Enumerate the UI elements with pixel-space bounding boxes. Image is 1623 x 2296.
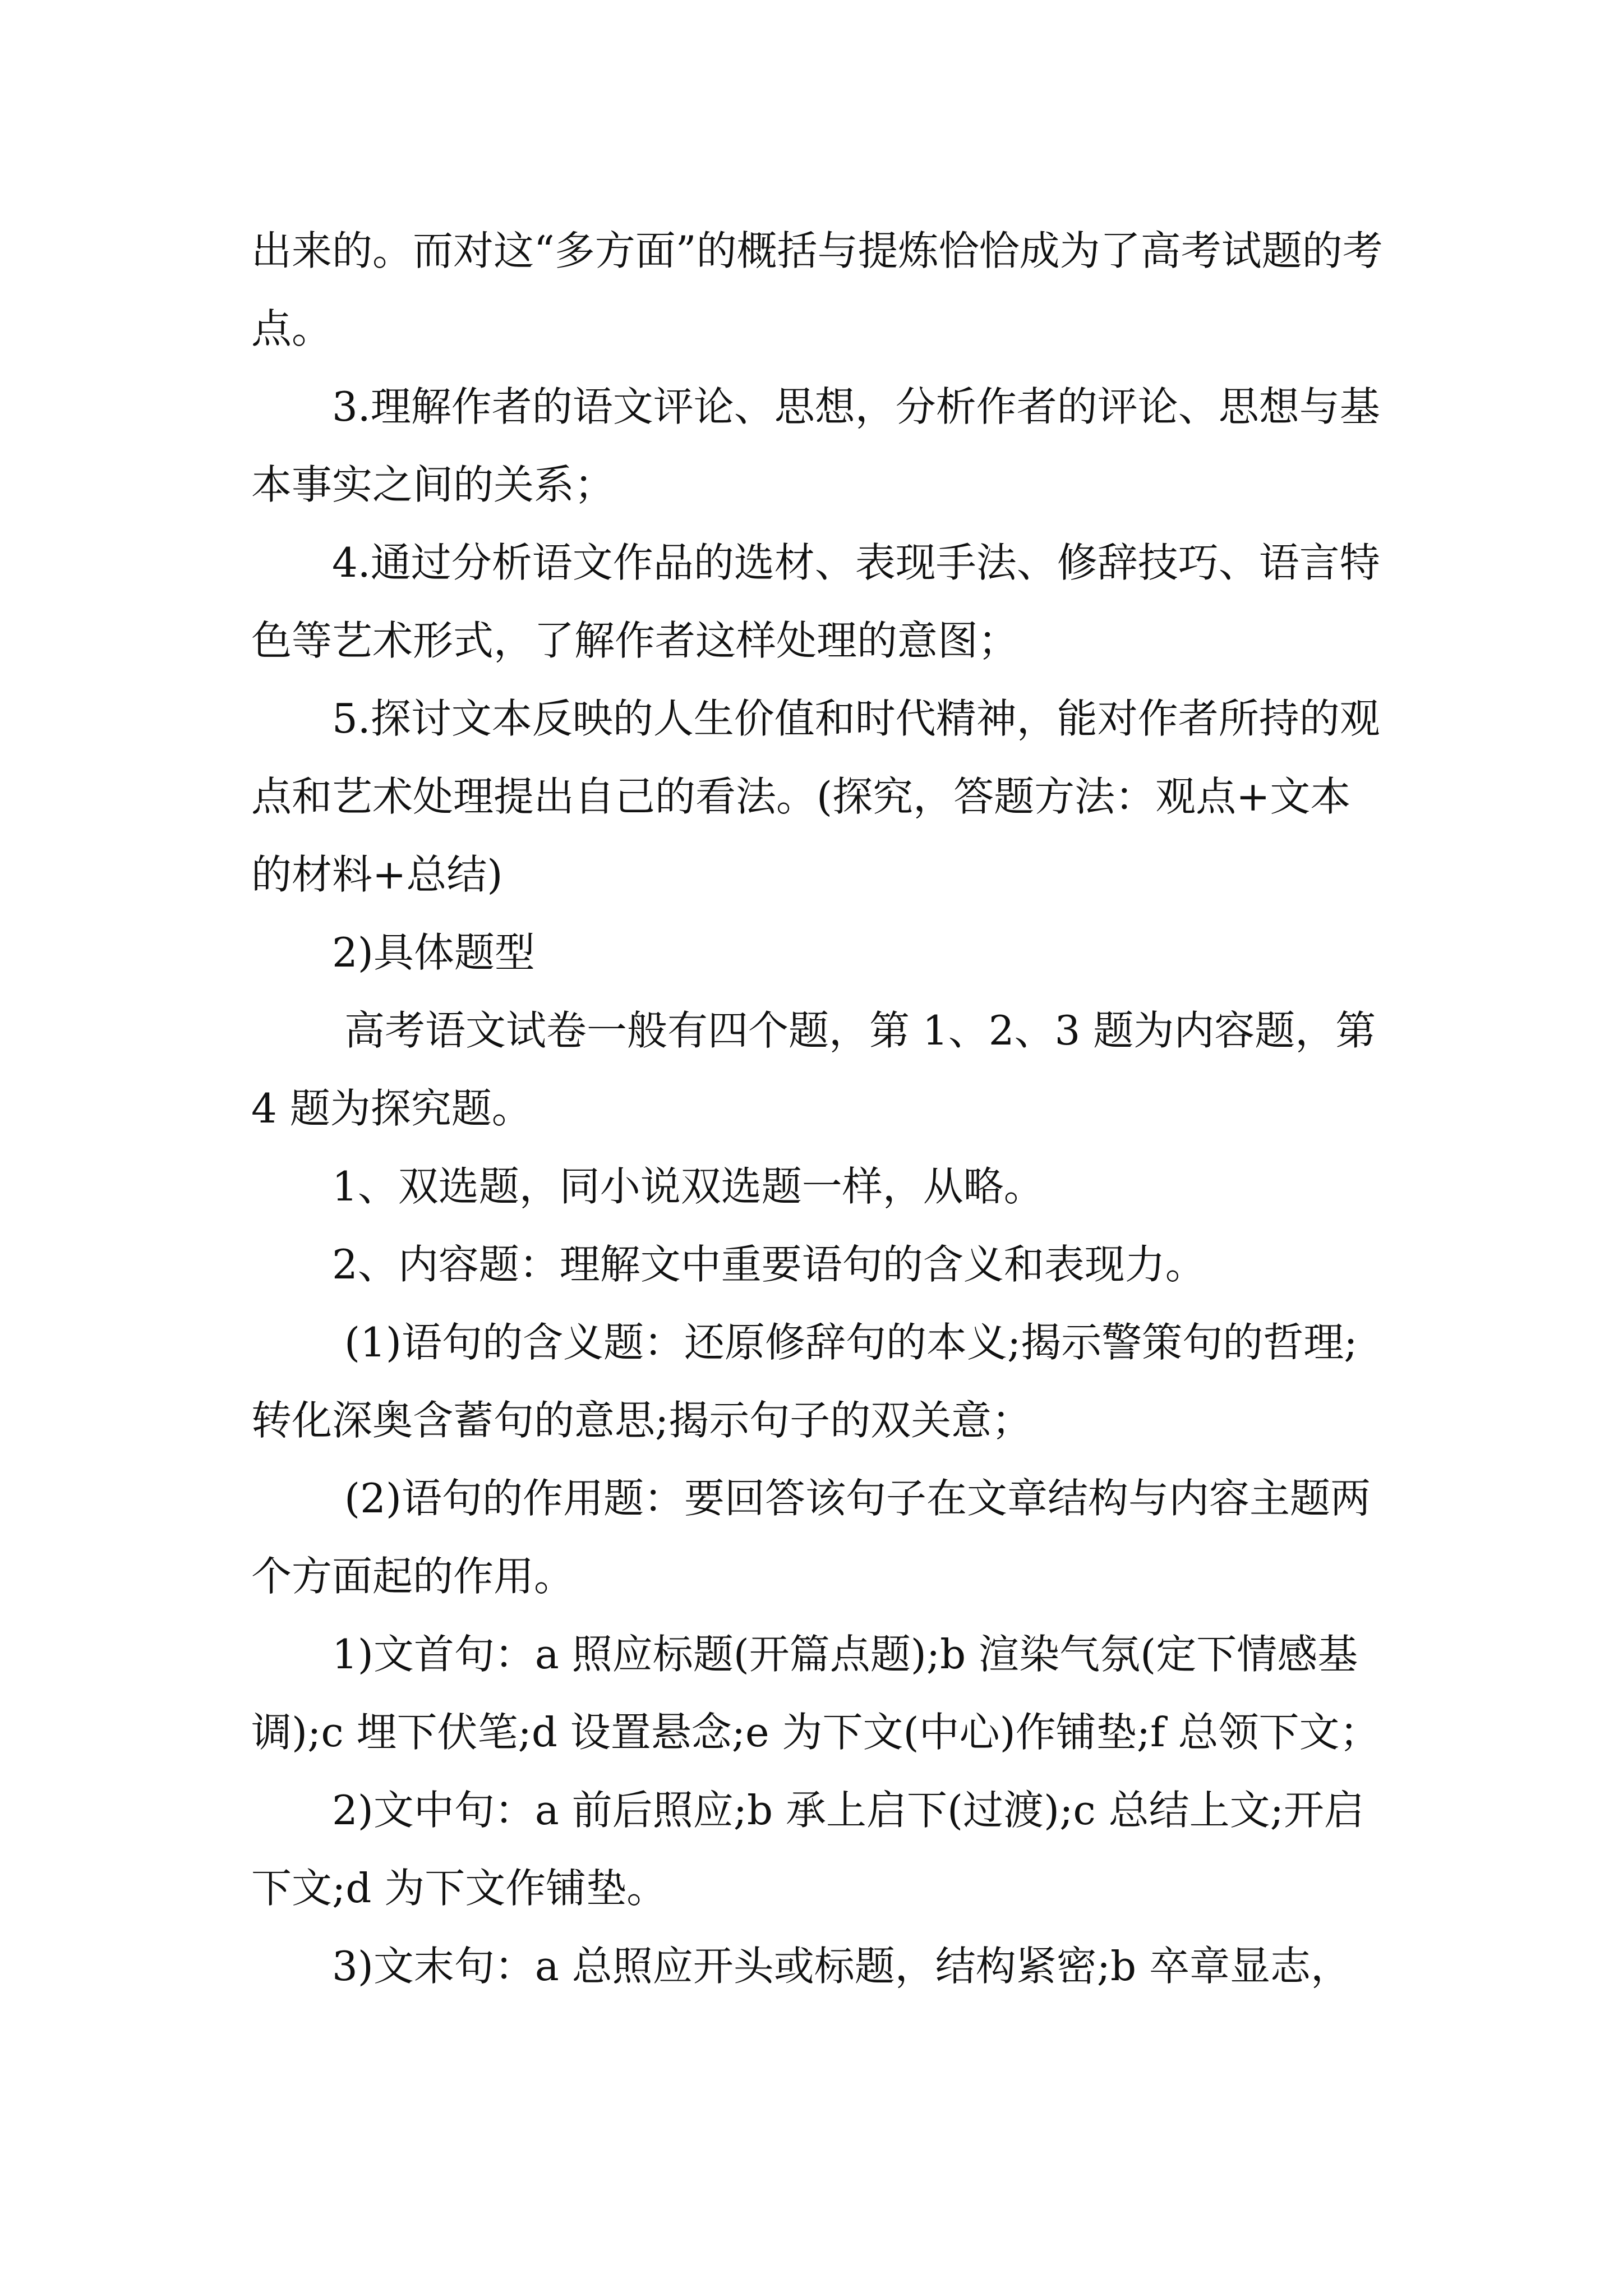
paragraph-exam-overview: 高考语文试卷一般有四个题，第 1、2、3 题为内容题，第 4 题为探究题。 [251, 1007, 1389, 1132]
paragraph-item-3: 3.理解作者的语文评论、思想，分析作者的评论、思想与基本事实之间的关系； [251, 383, 1380, 508]
paragraph-sentence-meaning: (1)语句的含义题：还原修辞句的本义;揭示警策句的哲理;转化深奥含蓄句的意思;揭示句子的双关意； [251, 1319, 1358, 1444]
paragraph-item-4: 4.通过分析语文作品的选材、表现手法、修辞技巧、语言特色等艺术形式，了解作者这样处理的意图； [251, 539, 1380, 664]
paragraph-sentence-function: (2)语句的作用题：要回答该句子在文章结构与内容主题两个方面起的作用。 [251, 1475, 1371, 1600]
paragraph-continuation: 出来的。而对这“多方面”的概括与提炼恰恰成为了高考试题的考点。 [251, 227, 1383, 352]
section-heading-question-types: 2)具体题型 [332, 929, 535, 976]
paragraph-middle-sentence: 2)文中句：a 前后照应;b 承上启下(过渡);c 总结上文;开启下文;d 为下文作铺垫。 [251, 1787, 1364, 1912]
paragraph-item-5: 5.探讨文本反映的人生价值和时代精神，能对作者所持的观点和艺术处理提出自己的看法。(探究，答题方法：观点+文本的材料+总结) [251, 695, 1380, 898]
paragraph-ending-sentence: 3)文末句：a 总照应开头或标题，结构紧密;b 卒章显志， [332, 1943, 1351, 1990]
paragraph-content-question: 2、内容题：理解文中重要语句的含义和表现力。 [332, 1241, 1206, 1288]
document-body [251, 212, 1390, 2005]
paragraph-double-choice: 1、双选题，同小说双选题一样，从略。 [332, 1163, 1044, 1210]
paragraph-opening-sentence: 1)文首句：a 照应标题(开篇点题);b 渲染气氛(定下情感基调);c 埋下伏笔;d 设置悬念;e 为下文(中心)作铺垫;f 总领下文； [251, 1631, 1380, 1756]
